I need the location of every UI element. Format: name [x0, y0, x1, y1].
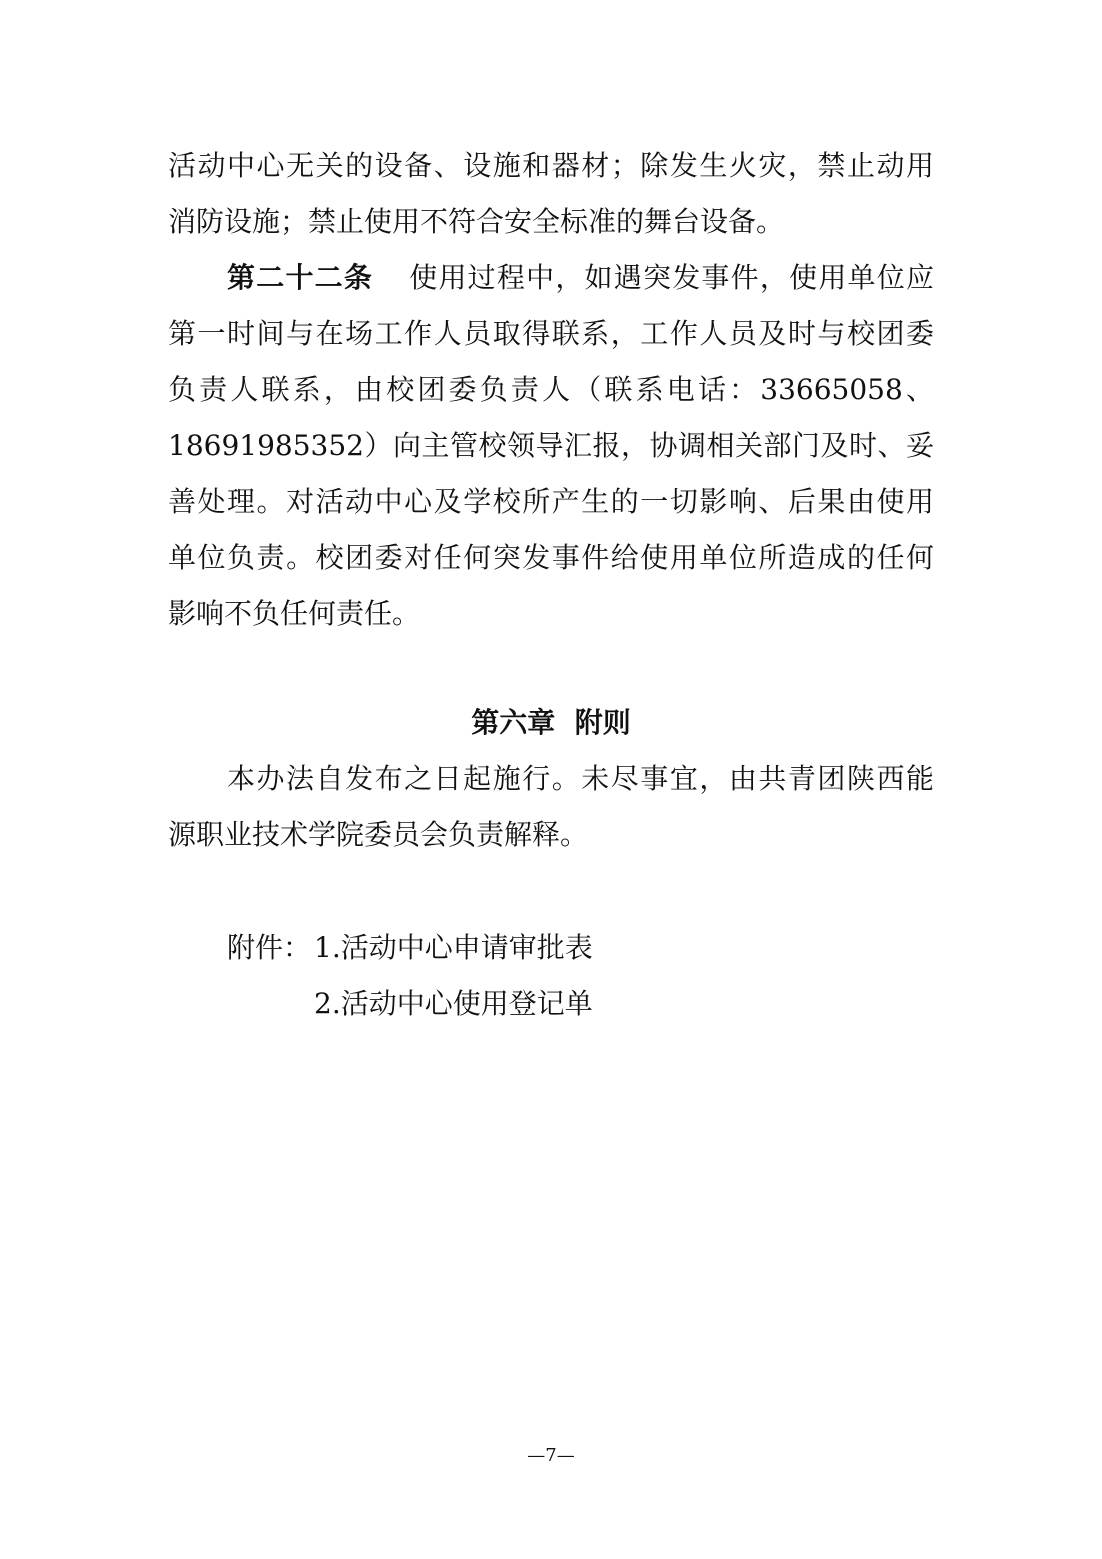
paragraph-line: 善处理。对活动中心及学校所产生的一切影响、后果由使用	[168, 485, 934, 518]
paragraph-line: 本办法自发布之日起施行。未尽事宜，由共青团陕西能	[227, 762, 934, 795]
page-number: —7—	[527, 1445, 575, 1466]
chapter-title: 第六章 附则	[471, 706, 631, 739]
paragraph-line: 源职业技术学院委员会负责解释。	[168, 818, 589, 851]
paragraph-line: 活动中心无关的设备、设施和器材；除发生火灾，禁止动用	[168, 149, 934, 182]
paragraph-line: 第一时间与在场工作人员取得联系，工作人员及时与校团委	[168, 317, 934, 350]
article-label: 第二十二条	[227, 261, 374, 294]
paragraph-line: 单位负责。校团委对任何突发事件给使用单位所造成的任何	[168, 541, 934, 574]
paragraph-line: 18691985352）向主管校领导汇报，协调相关部门及时、妥	[168, 429, 934, 462]
attachment-label: 附件：	[227, 931, 312, 964]
paragraph-line: 消防设施；禁止使用不符合安全标准的舞台设备。	[168, 205, 785, 238]
paragraph-line: 影响不负任何责任。	[168, 597, 421, 630]
attachment-item: 1.活动中心申请审批表	[314, 931, 593, 964]
paragraph-line: 负责人联系，由校团委负责人（联系电话：33665058、	[168, 373, 934, 406]
article-first-line	[227, 258, 934, 298]
article-text: 使用过程中，如遇突发事件，使用单位应	[409, 261, 934, 294]
attachment-item: 2.活动中心使用登记单	[314, 987, 593, 1020]
